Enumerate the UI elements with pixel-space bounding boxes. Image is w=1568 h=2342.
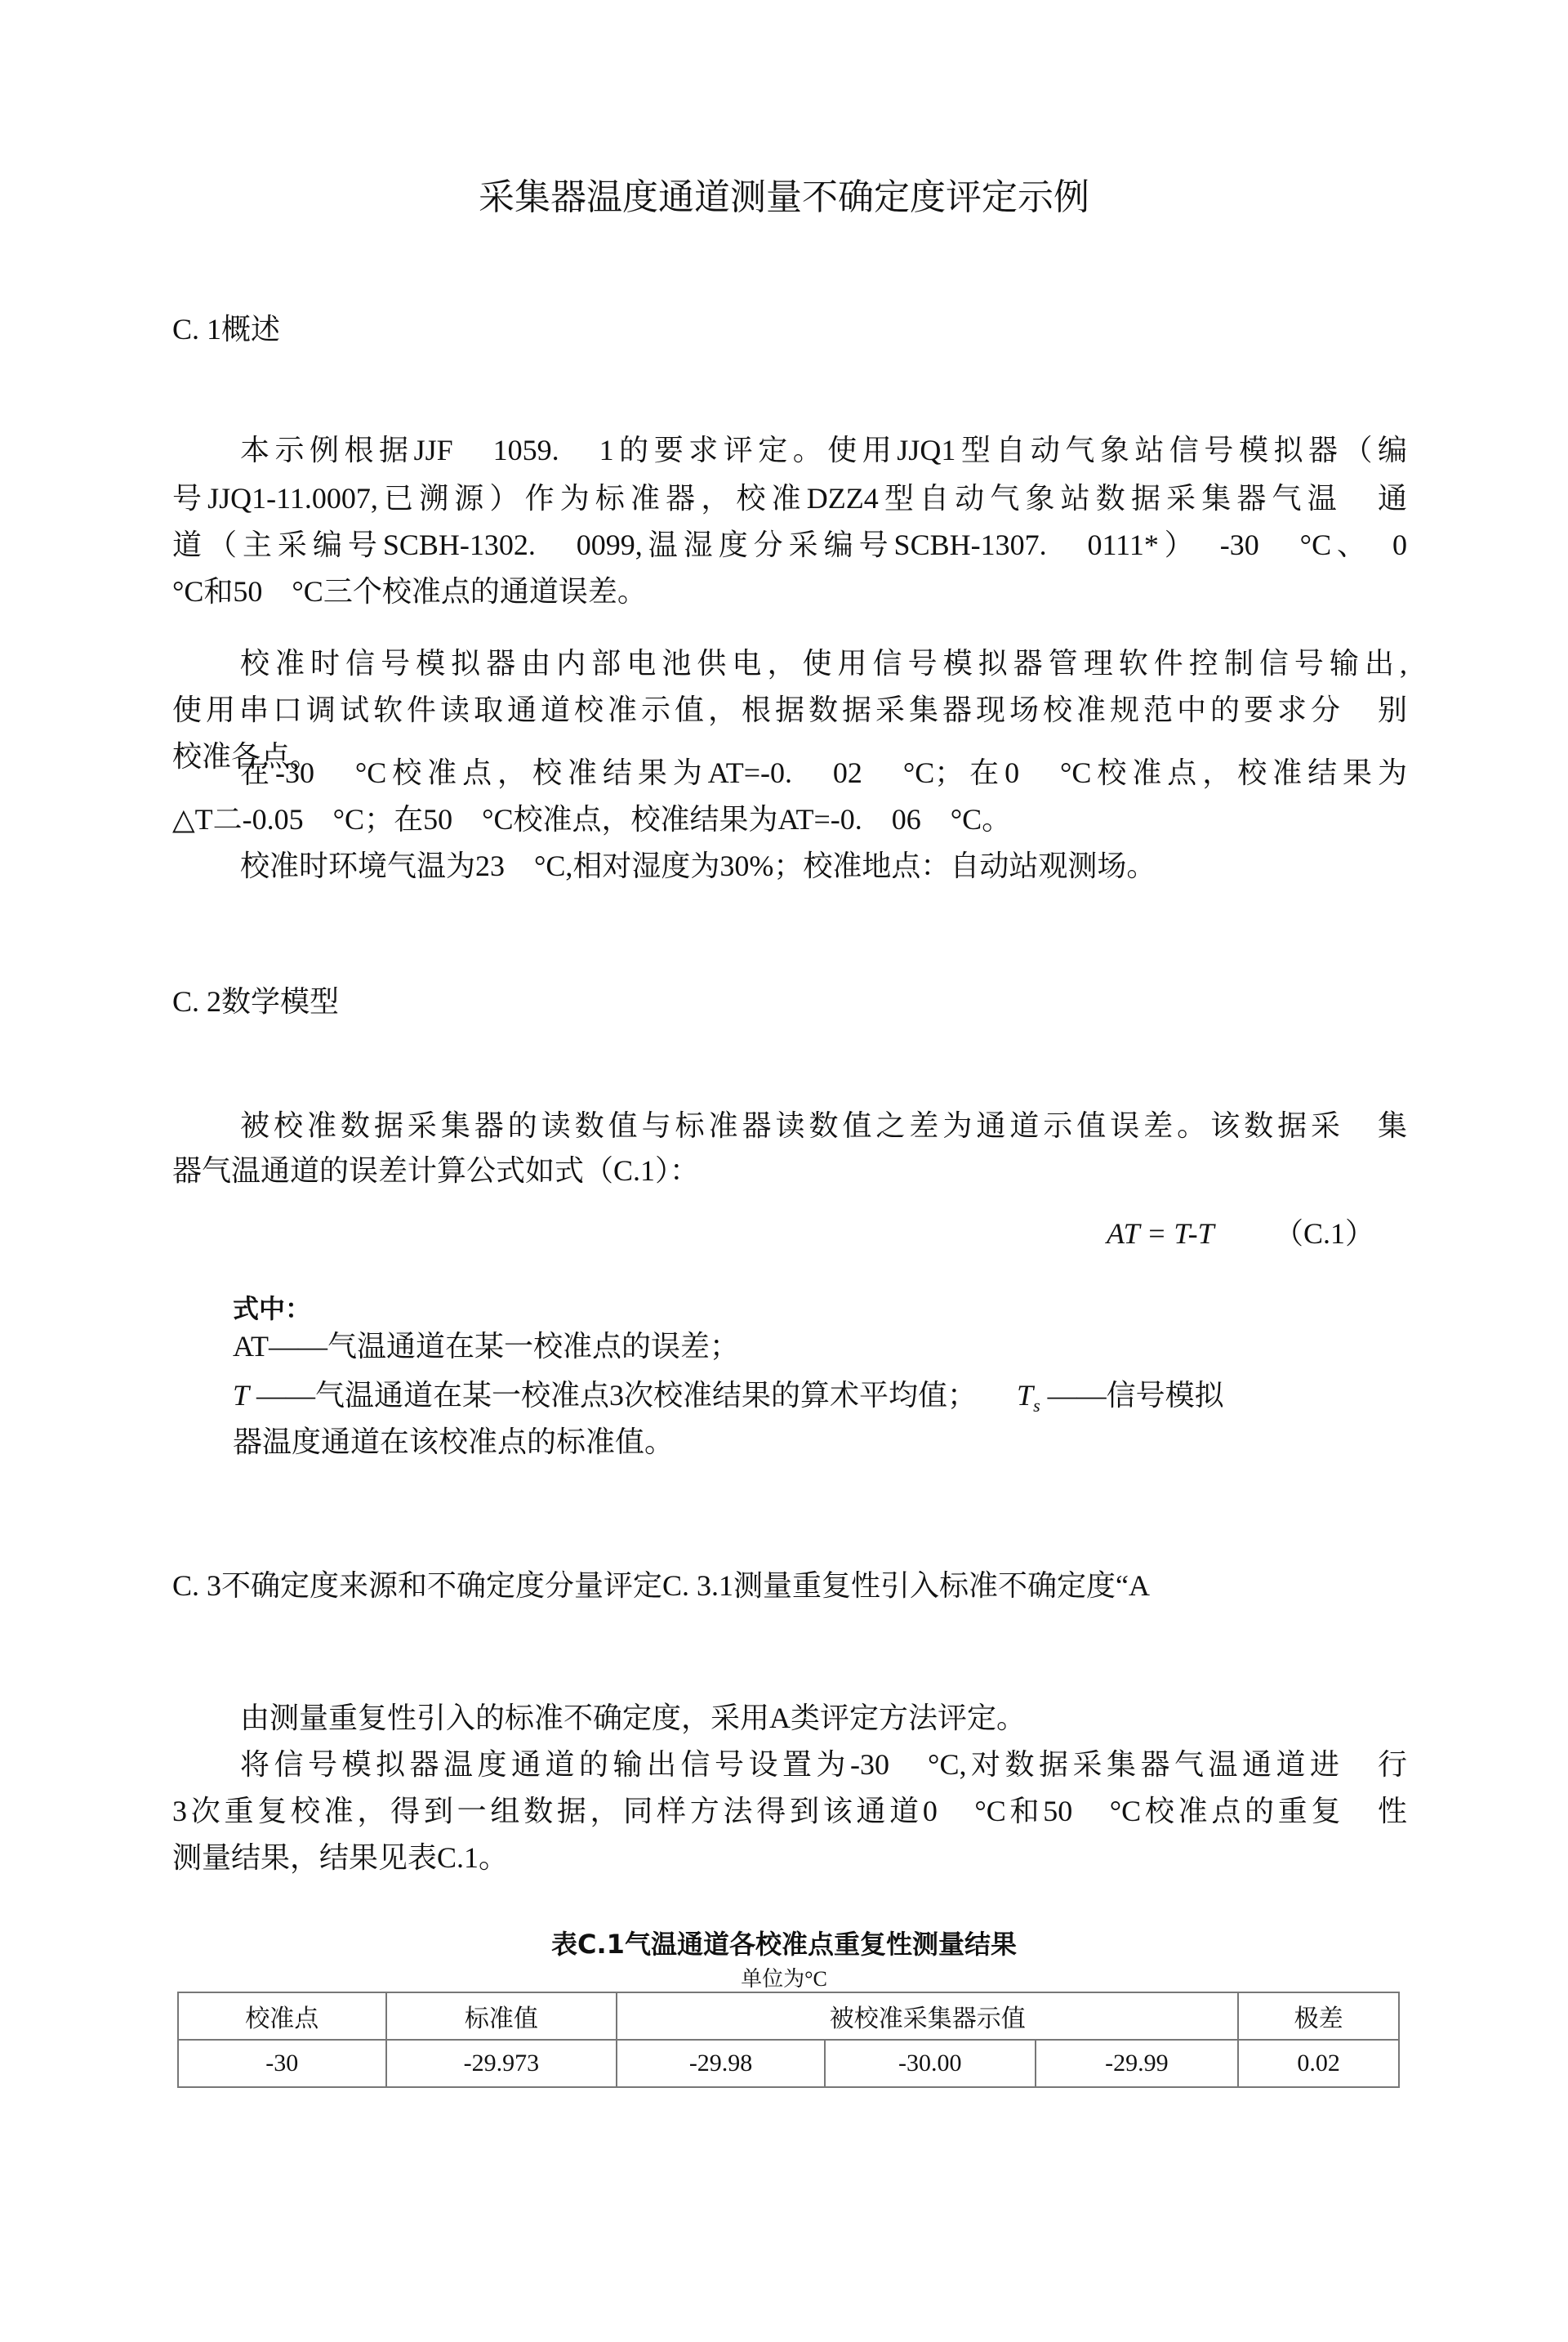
table-cell: 0.02 — [1238, 2040, 1399, 2087]
where-line: AT——气温通道在某一校准点的误差； — [233, 1330, 739, 1363]
paragraph-line: 3次重复校准，得到一组数据，同样方法得到该通道0 °C和50 °C校准点的重复 性 — [172, 1795, 1407, 1827]
paragraph-line: 由测量重复性引入的标准不确定度，采用A类评定方法评定。 — [240, 1702, 1026, 1734]
table-unit: 单位为°C — [741, 1967, 827, 1991]
header-cell: 被校准采集器示值 — [617, 1992, 1238, 2040]
paragraph-line: 器气温通道的误差计算公式如式（C.1）： — [172, 1154, 700, 1187]
table-cell: -29.973 — [386, 2040, 617, 2087]
paragraph-line: 使用串口调试软件读取通道校准示值，根据数据采集器现场校准规范中的要求分 别 — [172, 694, 1407, 726]
paragraph-line: 校准时环境气温为23 °C,相对湿度为30%；校准地点：自动站观测场。 — [240, 850, 1156, 882]
section-heading-c3: C. 3不确定度来源和不确定度分量评定C. 3.1测量重复性引入标准不确定度“A — [172, 1569, 1151, 1602]
header-cell: 标准值 — [386, 1992, 617, 2040]
paragraph-line: 道（主采编号SCBH-1302. 0099,温湿度分采编号SCBH-1307. 0111*） -30 °C、 0 — [172, 529, 1407, 561]
paragraph-line: 测量结果，结果见表C.1。 — [172, 1841, 509, 1874]
where-label: 式中： — [233, 1293, 312, 1324]
table-row — [178, 2040, 1399, 2087]
paragraph-line: 校准时信号模拟器由内部电池供电，使用信号模拟器管理软件控制信号输出, — [240, 647, 1407, 680]
page-title: 采集器温度通道测量不确定度评定示例 — [479, 177, 1089, 217]
paragraph-line: 校准各点。 — [172, 740, 320, 773]
paragraph-line: 被校准数据采集器的读数值与标准器读数值之差为通道示值误差。该数据采 集 — [240, 1109, 1407, 1142]
paragraph-line: △T二-0.05 °C；在50 °C校准点，校准结果为AT=-0. 06 °C。 — [172, 803, 1012, 836]
header-cell: 校准点 — [178, 1992, 386, 2040]
symbol-ts: T — [1017, 1379, 1034, 1412]
header-cell: 极差 — [1238, 1992, 1399, 2040]
where-text: ——气温通道在某一校准点3次校准结果的算术平均值； — [256, 1379, 978, 1412]
symbol-t: T — [233, 1379, 250, 1412]
paragraph-line: 号JJQ1-11.0007,已溯源）作为标准器，校准DZZ4型自动气象站数据采集器气温 通 — [172, 482, 1407, 515]
formula: AT = T-T — [1107, 1217, 1214, 1250]
section-heading-c2: C. 2数学模型 — [172, 985, 340, 1018]
table-caption: 表C.1气温通道各校准点重复性测量结果 — [551, 1929, 1017, 1960]
table-header-row — [178, 1992, 1399, 2040]
paragraph-line: 将信号模拟器温度通道的输出信号设置为-30 °C,对数据采集器气温通道进 行 — [240, 1748, 1407, 1781]
where-line: 器温度通道在该校准点的标准值。 — [233, 1425, 675, 1458]
where-text: ——信号模拟 — [1047, 1379, 1224, 1412]
table-cell: -29.98 — [617, 2040, 825, 2087]
table-cell: -30.00 — [825, 2040, 1036, 2087]
paragraph-line: 本示例根据JJF 1059. 1的要求评定。使用JJQ1型自动气象站信号模拟器（编 — [240, 434, 1407, 466]
results-table — [177, 1992, 1400, 2088]
table-cell: -29.99 — [1036, 2040, 1239, 2087]
symbol-ts-sub: s — [1033, 1395, 1040, 1416]
paragraph-line: °C和50 °C三个校准点的通道误差。 — [172, 575, 647, 608]
where-line — [233, 1379, 1224, 1422]
paragraph-line: 在-30 °C校准点，校准结果为AT=-0. 02 °C；在0 °C校准点，校准结果为 — [240, 756, 1407, 789]
section-heading-c1: C. 1概述 — [172, 313, 281, 346]
formula-number: （C.1） — [1274, 1217, 1375, 1250]
table-cell: -30 — [178, 2040, 386, 2087]
